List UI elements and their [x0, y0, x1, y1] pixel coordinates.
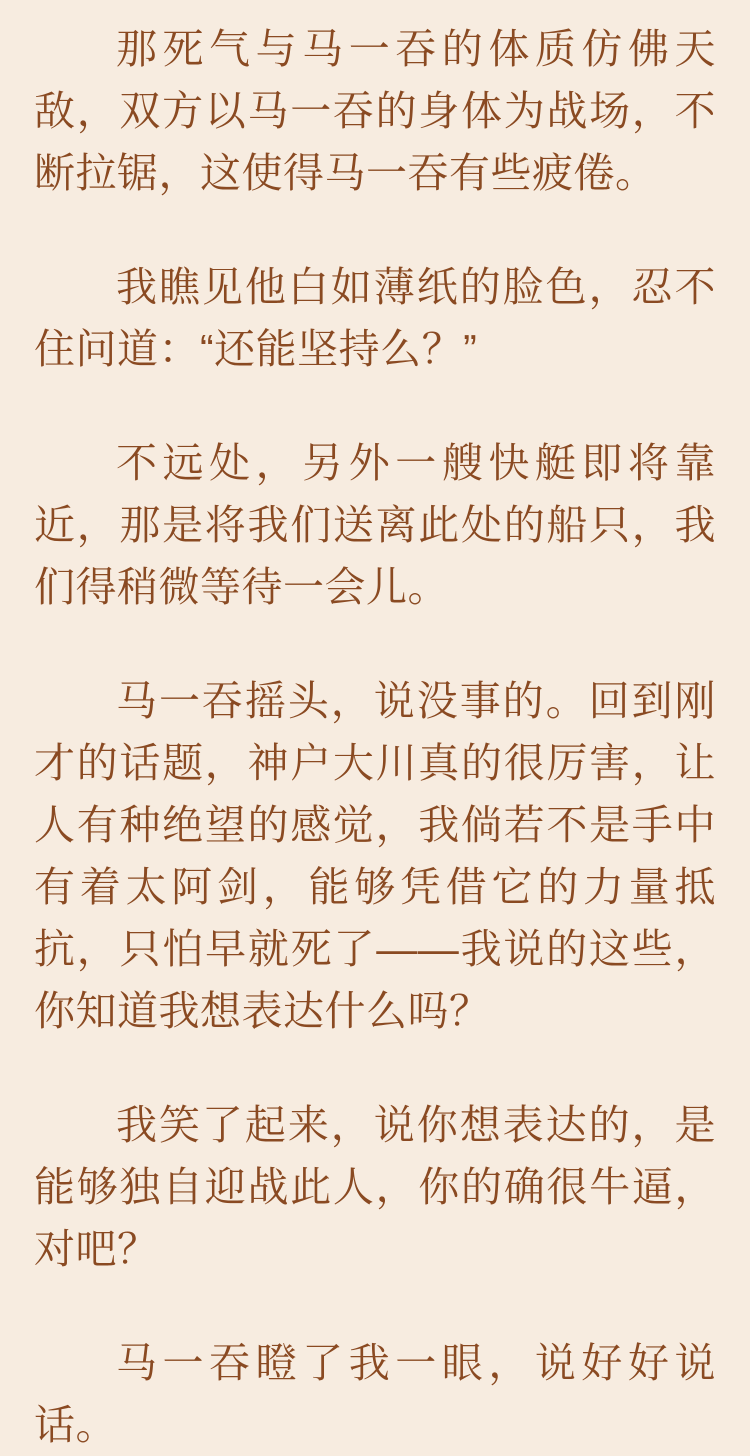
paragraph: 不远处，另外一艘快艇即将靠近，那是将我们送离此处的船只，我们得稍微等待一会儿。 [34, 440, 716, 610]
paragraph: 那死气与马一吞的体质仿佛天敌，双方以马一吞的身体为战场，不断拉锯，这使得马一吞有些疲倦。 [34, 26, 716, 196]
paragraph: 马一吞瞪了我一眼，说好好说话。 [34, 1340, 716, 1448]
paragraph: 我瞧见他白如薄纸的脸色，忍不住问道：“还能坚持么？” [34, 264, 716, 372]
paragraph: 我笑了起来，说你想表达的，是能够独自迎战此人，你的确很牛逼，对吧？ [34, 1102, 716, 1272]
paragraph: 马一吞摇头，说没事的。回到刚才的话题，神户大川真的很厉害，让人有种绝望的感觉，我倘若不是手中有着太阿剑，能够凭借它的力量抵抗，只怕早就死了——我说的这些，你知道我想表达什么吗？ [34, 678, 716, 1034]
